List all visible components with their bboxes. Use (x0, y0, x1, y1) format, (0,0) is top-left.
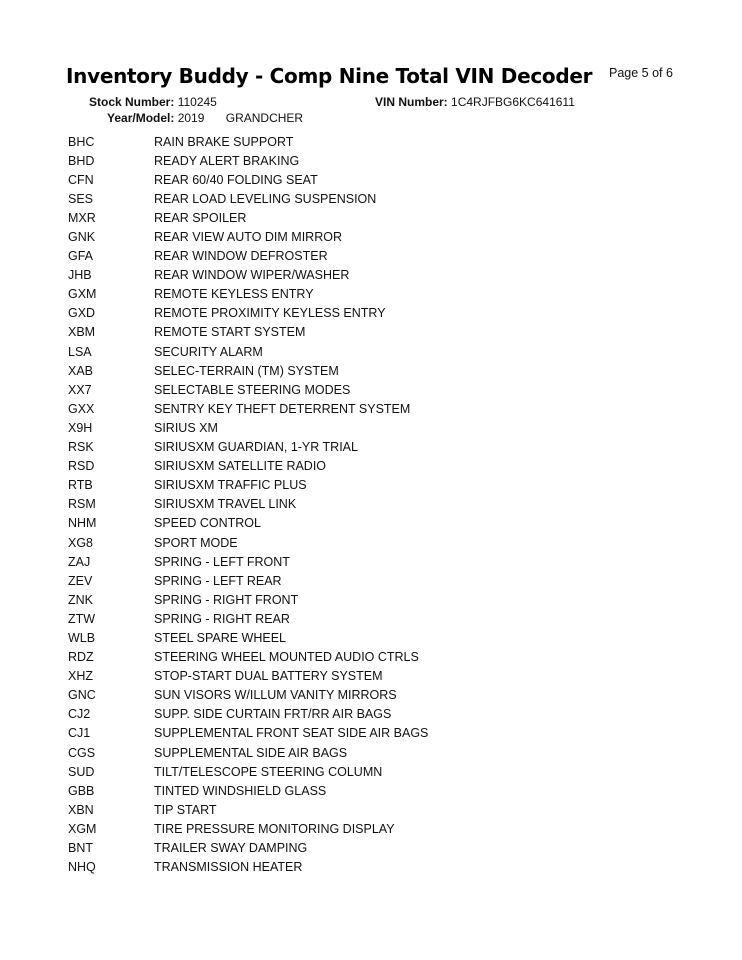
option-code: GXM (68, 287, 97, 302)
list-item (68, 438, 668, 457)
year-model (107, 111, 303, 125)
option-code: SUD (68, 764, 95, 779)
option-description: REAR SPOILER (154, 210, 247, 225)
option-code: GXX (68, 401, 95, 416)
option-code: RTB (68, 478, 93, 493)
option-code: GFA (68, 249, 94, 264)
option-description: SPRING - RIGHT REAR (154, 611, 290, 626)
option-description: TILT/TELESCOPE STEERING COLUMN (154, 764, 383, 779)
option-description: SUPPLEMENTAL FRONT SEAT SIDE AIR BAGS (154, 726, 429, 741)
option-description: SPEED CONTROL (154, 516, 261, 531)
option-code: NHM (68, 516, 97, 531)
list-item (68, 667, 668, 686)
option-description: TRANSMISSION HEATER (154, 860, 303, 875)
option-description: SELEC-TERRAIN (TM) SYSTEM (154, 363, 339, 378)
year-value: 2019 (177, 111, 205, 125)
option-description: TINTED WINDSHIELD GLASS (154, 783, 327, 798)
list-item (68, 323, 668, 342)
list-item (68, 762, 668, 781)
option-description: SIRIUSXM TRAVEL LINK (154, 497, 297, 512)
option-description: REAR WINDOW WIPER/WASHER (154, 268, 350, 283)
option-code: RSM (68, 497, 96, 512)
option-description: READY ALERT BRAKING (154, 153, 300, 168)
option-description: REMOTE KEYLESS ENTRY (154, 287, 314, 302)
option-code: SES (68, 191, 94, 206)
model-value: GRANDCHER (225, 111, 304, 125)
option-description: SPRING - LEFT FRONT (154, 554, 290, 569)
option-code: X9H (68, 420, 93, 435)
page-indicator: Page 5 of 6 (609, 66, 673, 80)
page-title: Inventory Buddy - Comp Nine Total VIN Decoder (66, 64, 593, 88)
option-description: SELECTABLE STEERING MODES (154, 382, 351, 397)
option-code: RDZ (68, 650, 94, 665)
option-code: BHD (68, 153, 95, 168)
option-code: WLB (68, 630, 96, 645)
option-code: CFN (68, 172, 94, 187)
option-description: SECURITY ALARM (154, 344, 263, 359)
list-item (68, 571, 668, 590)
list-item (68, 170, 668, 189)
list-item (68, 132, 668, 151)
option-description: SIRIUSXM SATELLITE RADIO (154, 459, 327, 474)
option-code: ZTW (68, 611, 96, 626)
vin-number (375, 95, 575, 109)
option-code: RSK (68, 440, 94, 455)
option-description: TIP START (154, 802, 217, 817)
option-description: SIRIUSXM GUARDIAN, 1-YR TRIAL (154, 440, 358, 455)
list-item (68, 227, 668, 246)
option-description: SUPP. SIDE CURTAIN FRT/RR AIR BAGS (154, 707, 392, 722)
option-code: BNT (68, 841, 93, 856)
option-description: REAR 60/40 FOLDING SEAT (154, 172, 318, 187)
list-item (68, 648, 668, 667)
list-item (68, 399, 668, 418)
list-item (68, 819, 668, 838)
list-item (68, 457, 668, 476)
list-item (68, 800, 668, 819)
option-code: ZEV (68, 573, 93, 588)
list-item (68, 380, 668, 399)
option-description: SUN VISORS W/ILLUM VANITY MIRRORS (154, 688, 397, 703)
option-code: XBM (68, 325, 96, 340)
list-item (68, 418, 668, 437)
list-item (68, 686, 668, 705)
option-description: REMOTE PROXIMITY KEYLESS ENTRY (154, 306, 386, 321)
list-item (68, 151, 668, 170)
option-description: STEERING WHEEL MOUNTED AUDIO CTRLS (154, 650, 419, 665)
list-item (68, 495, 668, 514)
list-item (68, 476, 668, 495)
option-code: GNK (68, 230, 96, 245)
option-description: REMOTE START SYSTEM (154, 325, 306, 340)
stock-number-value: 110245 (177, 95, 217, 109)
list-item (68, 514, 668, 533)
option-description: SPRING - RIGHT FRONT (154, 592, 299, 607)
option-code: CGS (68, 745, 96, 760)
option-description: SUPPLEMENTAL SIDE AIR BAGS (154, 745, 348, 760)
stock-number-label: Stock Number: (89, 95, 175, 109)
list-item (68, 838, 668, 857)
list-item (68, 705, 668, 724)
option-code: NHQ (68, 860, 96, 875)
option-description: STEEL SPARE WHEEL (154, 630, 286, 645)
list-item (68, 208, 668, 227)
option-code: BHC (68, 134, 95, 149)
list-item (68, 590, 668, 609)
list-item (68, 552, 668, 571)
option-description: SENTRY KEY THEFT DETERRENT SYSTEM (154, 401, 411, 416)
list-item (68, 743, 668, 762)
option-code: JHB (68, 268, 92, 283)
option-code: LSA (68, 344, 92, 359)
option-code: RSD (68, 459, 95, 474)
option-description: SIRIUS XM (154, 420, 218, 435)
option-description: REAR VIEW AUTO DIM MIRROR (154, 230, 342, 245)
option-description: SIRIUSXM TRAFFIC PLUS (154, 478, 307, 493)
option-code: ZAJ (68, 554, 91, 569)
option-description: TIRE PRESSURE MONITORING DISPLAY (154, 821, 395, 836)
option-code: XAB (68, 363, 94, 378)
list-item (68, 533, 668, 552)
list-item (68, 858, 668, 877)
option-description: REAR LOAD LEVELING SUSPENSION (154, 191, 377, 206)
list-item (68, 361, 668, 380)
option-code: XG8 (68, 535, 94, 550)
year-model-label: Year/Model: (107, 111, 175, 125)
list-item (68, 189, 668, 208)
list-item (68, 304, 668, 323)
option-code: XX7 (68, 382, 92, 397)
stock-number (89, 95, 217, 109)
list-item (68, 781, 668, 800)
option-description: SPORT MODE (154, 535, 238, 550)
option-description: REAR WINDOW DEFROSTER (154, 249, 328, 264)
option-code: GXD (68, 306, 96, 321)
option-description: TRAILER SWAY DAMPING (154, 841, 308, 856)
list-item (68, 266, 668, 285)
list-item (68, 247, 668, 266)
option-description: STOP-START DUAL BATTERY SYSTEM (154, 669, 383, 684)
option-code: ZNK (68, 592, 93, 607)
option-code: XBN (68, 802, 94, 817)
vin-number-value: 1C4RJFBG6KC641611 (451, 95, 575, 109)
option-code: CJ2 (68, 707, 91, 722)
list-item (68, 342, 668, 361)
option-description: SPRING - LEFT REAR (154, 573, 282, 588)
list-item (68, 724, 668, 743)
list-item (68, 628, 668, 647)
vin-number-label: VIN Number: (375, 95, 448, 109)
option-code: CJ1 (68, 726, 91, 741)
list-item (68, 609, 668, 628)
option-code: GNC (68, 688, 96, 703)
options-list (68, 132, 668, 877)
list-item (68, 285, 668, 304)
option-code: GBB (68, 783, 95, 798)
option-description: RAIN BRAKE SUPPORT (154, 134, 294, 149)
option-code: XGM (68, 821, 97, 836)
option-code: MXR (68, 210, 96, 225)
option-code: XHZ (68, 669, 93, 684)
